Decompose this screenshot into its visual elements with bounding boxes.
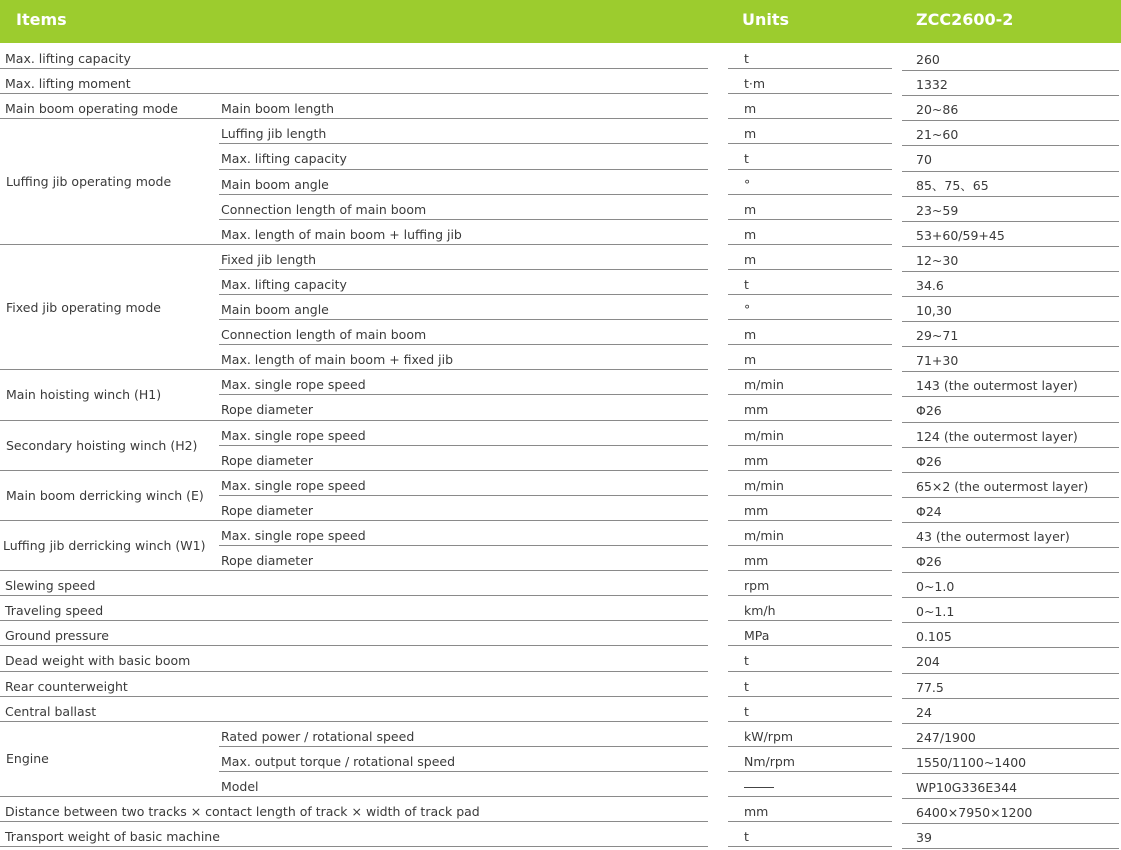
row-unit: ° [744,176,751,192]
value-rule [902,422,1119,423]
row-value: 85、75、65 [916,177,989,193]
value-rule [902,497,1119,498]
unit-rule [728,68,892,69]
row-value: 39 [916,830,932,846]
row-item-label: Distance between two tracks × contact length of track × width of track pad [5,804,480,819]
unit-rule [728,520,892,521]
header-units: Units [742,10,790,29]
value-rule [902,171,1119,172]
header-items: Items [16,10,67,29]
row-value: 21~60 [916,127,959,143]
unit-rule [728,269,892,270]
row-sub-label: Max. output torque / rotational speed [221,753,456,769]
unit-rule [728,194,892,195]
row-value: 124 (the outermost layer) [916,428,1078,444]
row-sub-label: Main boom angle [221,302,329,317]
value-rule [902,196,1119,197]
row-rule [0,645,708,646]
row-value: 77.5 [916,679,944,695]
row-rule [0,671,708,672]
value-rule [902,597,1119,598]
value-rule [902,246,1119,247]
unit-rule [728,495,892,496]
row-rule [219,269,708,270]
row-value: 260 [916,52,940,67]
row-value: 12~30 [916,252,959,268]
row-unit: km/h [744,603,776,619]
group-label: Luffing jib derricking winch (W1) [3,538,206,553]
row-value: 70 [916,152,932,168]
value-rule [902,346,1119,347]
row-sub-label: Max. length of main boom + luffing jib [221,226,462,242]
table-header [0,0,1121,43]
row-rule [0,244,708,245]
value-rule [902,773,1119,774]
row-unit: Nm/rpm [744,753,795,769]
row-value: 20~86 [916,102,959,118]
unit-rule [728,294,892,295]
value-rule [902,120,1119,121]
row-value: 24 [916,704,932,720]
value-rule [902,522,1119,523]
row-rule [0,369,708,370]
value-rule [902,823,1119,824]
row-unit: ° [744,302,751,317]
row-sub-label: Rope diameter [221,553,314,568]
unit-rule [728,319,892,320]
row-value: 143 (the outermost layer) [916,378,1078,394]
unit-rule [728,796,892,797]
unit-rule [728,746,892,747]
row-value: 53+60/59+45 [916,227,1005,243]
unit-rule [728,344,892,345]
value-rule [902,447,1119,448]
row-rule [0,570,708,571]
row-sub-label: Fixed jib length [221,251,317,267]
row-sub-label: Max. single rope speed [221,377,366,393]
row-value: 204 [916,654,940,670]
row-unit: mm [744,804,769,819]
row-item-label: Dead weight with basic boom [5,653,191,669]
row-sub-label: Connection length of main boom [221,327,427,343]
unit-rule [728,696,892,697]
row-value: Φ26 [916,453,942,469]
row-value: Φ24 [916,503,942,519]
row-rule [0,520,708,521]
row-item-label: Rear counterweight [5,678,128,694]
row-rule [219,294,708,295]
unit-rule [728,420,892,421]
unit-rule [728,470,892,471]
unit-rule [728,219,892,220]
row-value: 0~1.0 [916,579,955,595]
row-value: 10,30 [916,303,952,318]
value-rule [902,647,1119,648]
row-rule [0,846,708,847]
group-label: Luffing jib operating mode [6,174,172,190]
row-rule [219,445,708,446]
row-sub-label: Max. single rope speed [221,527,366,543]
row-item-label: Central ballast [5,703,97,719]
unit-rule [728,671,892,672]
group-label: Secondary hoisting winch (H2) [6,437,198,453]
row-unit: t·m [744,76,766,92]
row-unit: t [744,829,749,845]
row-unit: m [744,226,757,242]
row-unit: m/min [744,527,784,543]
value-rule [902,698,1119,699]
row-unit: mm [744,452,769,468]
group-label: Main boom derricking winch (E) [6,487,204,503]
row-unit: m [744,327,757,343]
row-rule [219,545,708,546]
row-unit: m/min [744,427,784,443]
unit-rule [728,620,892,621]
value-rule [902,145,1119,146]
value-rule [902,748,1119,749]
value-rule [902,95,1119,96]
row-item-label: Transport weight of basic machine [5,829,220,845]
value-rule [902,371,1119,372]
unit-rule [728,93,892,94]
row-rule [0,68,708,69]
row-sub-label: Rated power / rotational speed [221,728,415,744]
row-rule [0,470,708,471]
row-item-label: Ground pressure [5,628,109,644]
unit-dash [744,787,774,788]
row-value: 1332 [916,77,948,93]
value-rule [902,798,1119,799]
row-item-label: Max. lifting capacity [5,51,131,66]
unit-rule [728,645,892,646]
row-sub-label: Max. lifting capacity [221,276,347,292]
row-item-label: Main boom operating mode [5,101,178,117]
value-rule [902,221,1119,222]
unit-rule [728,143,892,144]
unit-rule [728,721,892,722]
row-value: 247/1900 [916,729,976,745]
value-rule [902,396,1119,397]
row-unit: m/min [744,477,784,493]
row-sub-label: Rope diameter [221,402,314,418]
row-rule [219,169,708,170]
row-unit: m/min [744,377,784,393]
group-label: Main hoisting winch (H1) [6,387,162,403]
row-rule [219,771,708,772]
row-unit: m [744,126,757,142]
row-value: 71+30 [916,353,959,369]
row-item-label: Slewing speed [5,578,96,594]
unit-rule [728,846,892,847]
row-unit: mm [744,502,769,518]
value-rule [902,472,1119,473]
row-unit: m [744,101,757,117]
row-unit: t [744,653,749,669]
row-rule [219,495,708,496]
value-rule [902,622,1119,623]
row-sub-label: Max. length of main boom + fixed jib [221,352,454,368]
row-sub-label: Rope diameter [221,452,314,468]
row-unit: MPa [744,628,770,644]
row-sub-label: Main boom length [221,101,335,117]
row-rule [0,821,708,822]
row-unit: mm [744,402,769,418]
row-rule [219,219,708,220]
unit-rule [728,445,892,446]
row-sub-label: Max. single rope speed [221,477,366,493]
header-model: ZCC2600-2 [916,10,1014,29]
row-rule [0,420,708,421]
unit-rule [728,244,892,245]
unit-rule [728,595,892,596]
value-rule [902,271,1119,272]
row-rule [219,319,708,320]
row-sub-label: Max. lifting capacity [221,151,347,167]
group-label: Fixed jib operating mode [6,299,161,315]
row-item-label: Traveling speed [5,603,104,619]
row-unit: t [744,678,749,694]
row-unit: t [744,703,749,719]
unit-rule [728,169,892,170]
row-rule [0,118,708,119]
row-unit: t [744,51,749,66]
row-value: 0.105 [916,629,952,645]
row-unit: m [744,352,757,368]
row-value: 29~71 [916,328,959,344]
value-rule [902,572,1119,573]
row-rule [0,595,708,596]
row-sub-label: Rope diameter [221,502,314,518]
row-value: 34.6 [916,277,944,293]
row-unit: m [744,251,757,267]
value-rule [902,547,1119,548]
row-unit: mm [744,553,769,568]
value-rule [902,848,1119,849]
group-label: Engine [6,751,49,767]
unit-rule [728,545,892,546]
row-value: 43 (the outermost layer) [916,528,1070,544]
row-value: 0~1.1 [916,604,955,620]
row-value: 65×2 (the outermost layer) [916,478,1089,494]
row-rule [219,344,708,345]
row-value: WP10G336E344 [916,779,1018,795]
row-item-label: Max. lifting moment [5,76,131,92]
row-rule [219,143,708,144]
row-unit: t [744,151,749,167]
row-rule [219,746,708,747]
unit-rule [728,118,892,119]
value-rule [902,321,1119,322]
row-value: 1550/1100~1400 [916,754,1027,770]
unit-rule [728,821,892,822]
row-rule [0,696,708,697]
row-value: Φ26 [916,554,942,569]
row-sub-label: Main boom angle [221,176,329,192]
row-rule [0,620,708,621]
row-sub-label: Luffing jib length [221,126,327,142]
unit-rule [728,369,892,370]
row-value: 23~59 [916,202,959,218]
value-rule [902,673,1119,674]
row-unit: rpm [744,578,770,594]
row-sub-label: Model [221,778,259,794]
row-sub-label: Max. single rope speed [221,427,366,443]
row-rule [219,394,708,395]
value-rule [902,70,1119,71]
row-unit: kW/rpm [744,728,794,744]
row-rule [0,93,708,94]
row-rule [0,796,708,797]
unit-rule [728,570,892,571]
row-rule [219,194,708,195]
row-value: 6400×7950×1200 [916,805,1033,820]
unit-rule [728,771,892,772]
value-rule [902,296,1119,297]
row-unit: m [744,201,757,217]
row-rule [0,721,708,722]
unit-rule [728,394,892,395]
row-unit: t [744,276,749,292]
value-rule [902,723,1119,724]
row-value: Φ26 [916,403,942,419]
row-sub-label: Connection length of main boom [221,201,427,217]
